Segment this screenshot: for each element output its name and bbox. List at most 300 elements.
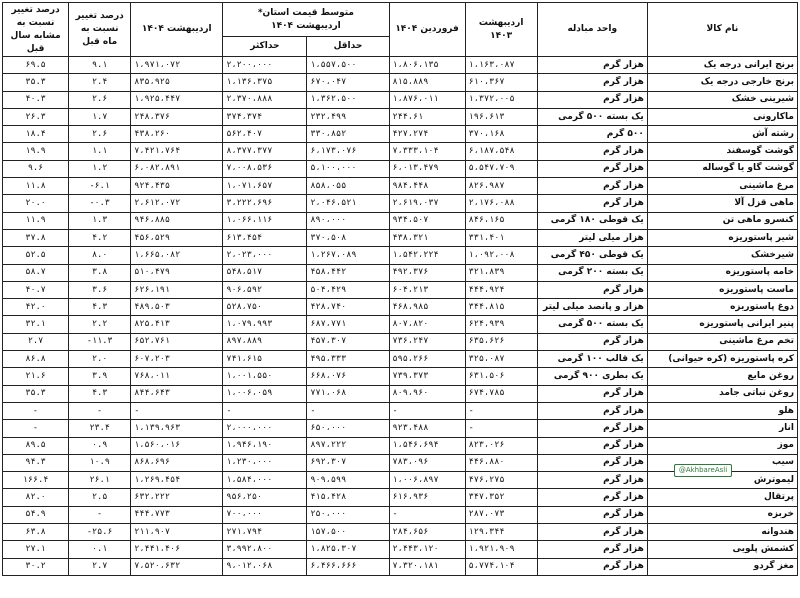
cell-price-min: ۱،۵۵۷،۵۰۰ [307, 57, 389, 74]
cell-price-farvardin-1404: ۸۰۷،۸۲۰ [389, 316, 465, 333]
cell-change-year: ۸۲.۰ [3, 489, 69, 506]
header-item-name: نام کالا [647, 3, 797, 57]
cell-price-min: ۶۹۲،۳۰۷ [307, 454, 389, 471]
header-avg-price-subtitle: اردیبهشت ۱۴۰۴ [271, 20, 341, 31]
cell-price-max: ۵۶۲،۴۰۷ [223, 126, 307, 143]
cell-price-ordibehesht-1403: ۱،۰۹۲،۰۰۸ [465, 247, 537, 264]
cell-price-farvardin-1404: ۲،۶۱۹،۰۳۷ [389, 195, 465, 212]
cell-price-ordibehesht-1404: ۷،۵۲۰،۶۳۲ [131, 558, 223, 575]
cell-change-year: ۵۸.۷ [3, 264, 69, 281]
cell-change-month: ۲۳.۴ [69, 420, 131, 437]
cell-price-max: ۱،۰۰۶،۰۵۹ [223, 385, 307, 402]
cell-unit: هزار گرم [537, 420, 647, 437]
cell-price-ordibehesht-1403: ۳۷۰،۱۶۸ [465, 126, 537, 143]
table-row [3, 437, 798, 454]
cell-price-farvardin-1404: ۴۶۸،۹۸۵ [389, 299, 465, 316]
table-row [3, 420, 798, 437]
cell-unit: هزار گرم [537, 143, 647, 160]
cell-price-max: ۲،۲۰۰،۰۰۰ [223, 57, 307, 74]
cell-unit: یک بسته ۵۰۰ گرمی [537, 316, 647, 333]
cell-price-ordibehesht-1403: ۱،۱۶۳،۰۸۷ [465, 57, 537, 74]
cell-change-month: ۲۶.۱ [69, 472, 131, 489]
header-max: حداکثر [223, 37, 307, 57]
cell-price-farvardin-1404: ۴۲۷،۲۷۴ [389, 126, 465, 143]
cell-change-month: - [69, 402, 131, 419]
cell-change-year: ۸۹.۵ [3, 437, 69, 454]
header-avg-price-group [223, 3, 389, 37]
cell-change-month: ۸.۰ [69, 247, 131, 264]
cell-price-farvardin-1404: - [389, 402, 465, 419]
cell-price-min: ۶،۴۶۶،۶۶۶ [307, 558, 389, 575]
cell-price-min: ۱،۸۲۵،۳۰۷ [307, 541, 389, 558]
cell-change-year: ۸۶.۸ [3, 351, 69, 368]
cell-price-ordibehesht-1404: ۱،۹۷۱،۰۷۲ [131, 57, 223, 74]
cell-price-max: ۵۴۸،۵۱۷ [223, 264, 307, 281]
cell-price-farvardin-1404: ۸۱۵،۸۸۹ [389, 74, 465, 91]
cell-price-farvardin-1404: ۷۳۶،۲۴۷ [389, 333, 465, 350]
cell-item-name: مرغ ماشینی [647, 178, 797, 195]
cell-price-ordibehesht-1404: ۱،۲۶۹،۴۵۴ [131, 472, 223, 489]
cell-price-min: ۴۲۸،۷۴۰ [307, 299, 389, 316]
cell-price-max: ۵۲۸،۷۵۰ [223, 299, 307, 316]
cell-price-ordibehesht-1403: ۳۴۴،۸۱۵ [465, 299, 537, 316]
cell-price-min: ۸۵۸،۰۵۵ [307, 178, 389, 195]
cell-price-min: ۵۰۴،۴۲۹ [307, 281, 389, 298]
cell-price-farvardin-1404: ۷۸۳،۰۹۶ [389, 454, 465, 471]
cell-price-min: ۶۵۰،۰۰۰ [307, 420, 389, 437]
cell-change-year: ۴۰.۷ [3, 281, 69, 298]
cell-item-name: خامه پاستوریزه [647, 264, 797, 281]
cell-item-name: انار [647, 420, 797, 437]
cell-change-year: ۹۴.۳ [3, 454, 69, 471]
cell-item-name: ماهی قزل آلا [647, 195, 797, 212]
cell-item-name: موز [647, 437, 797, 454]
cell-price-ordibehesht-1404: ۶۳۲،۲۲۲ [131, 489, 223, 506]
cell-price-min: ۵،۱۰۰،۰۰۰ [307, 160, 389, 177]
cell-price-min: ۶۶۸،۰۷۶ [307, 368, 389, 385]
cell-price-max: ۶۱۳،۴۵۴ [223, 229, 307, 246]
cell-price-max: ۹۰۶،۵۹۲ [223, 281, 307, 298]
cell-price-ordibehesht-1404: ۱،۵۶۰،۰۱۶ [131, 437, 223, 454]
cell-change-month: ۲.۶ [69, 126, 131, 143]
cell-change-month: - [69, 506, 131, 523]
cell-item-name: هلو [647, 402, 797, 419]
table-row [3, 333, 798, 350]
cell-price-farvardin-1404: ۶۰۴،۲۱۳ [389, 281, 465, 298]
cell-item-name: کنسرو ماهی تن [647, 212, 797, 229]
cell-price-max: ۱،۰۶۶،۱۱۶ [223, 212, 307, 229]
cell-price-max: ۳،۹۹۲،۸۰۰ [223, 541, 307, 558]
cell-price-ordibehesht-1403: ۱،۹۲۱،۹۰۹ [465, 541, 537, 558]
cell-change-month: ۴.۳ [69, 385, 131, 402]
cell-change-month: ۰.۹ [69, 437, 131, 454]
table-row [3, 212, 798, 229]
cell-price-max: ۳۷۴،۳۷۴ [223, 108, 307, 125]
table-row [3, 402, 798, 419]
cell-price-min: ۴۵۸،۴۴۲ [307, 264, 389, 281]
header-change-year: درصد تغییر نسبت به مشابه سال قبل [3, 3, 69, 57]
cell-price-ordibehesht-1404: ۸۶۸،۶۹۶ [131, 454, 223, 471]
cell-price-ordibehesht-1403: ۸۲۳،۰۲۶ [465, 437, 537, 454]
cell-price-farvardin-1404: ۱،۵۴۲،۲۲۴ [389, 247, 465, 264]
cell-price-max: ۱،۹۴۶،۱۹۰ [223, 437, 307, 454]
cell-change-month: ۱.۲ [69, 160, 131, 177]
cell-price-ordibehesht-1404: ۶۵۲،۷۶۱ [131, 333, 223, 350]
cell-item-name: ماکارونی [647, 108, 797, 125]
cell-unit: یک بطری ۹۰۰ گرمی [537, 368, 647, 385]
cell-price-farvardin-1404: ۴۹۲،۳۷۶ [389, 264, 465, 281]
cell-unit: یک قوطی ۴۵۰ گرمی [537, 247, 647, 264]
cell-price-ordibehesht-1403: ۲،۱۷۶،۰۸۸ [465, 195, 537, 212]
table-row [3, 229, 798, 246]
cell-price-ordibehesht-1404: ۸۴۴،۶۴۳ [131, 385, 223, 402]
cell-price-min: ۷۷۱،۰۶۸ [307, 385, 389, 402]
cell-price-min: ۴۱۵،۴۲۸ [307, 489, 389, 506]
cell-change-year: - [3, 402, 69, 419]
cell-item-name: پرتقال [647, 489, 797, 506]
header-change-month: درصد تغییر نسبت به ماه قبل [69, 3, 131, 57]
cell-price-ordibehesht-1403: ۴۷۶،۲۷۵ [465, 472, 537, 489]
cell-item-name: برنج خارجی درجه یک [647, 74, 797, 91]
cell-change-year: ۲۰.۰ [3, 195, 69, 212]
cell-item-name: کشمش پلویی [647, 541, 797, 558]
table-row [3, 368, 798, 385]
cell-price-ordibehesht-1403: ۴۴۴،۹۲۴ [465, 281, 537, 298]
cell-price-max: ۷۰۰،۰۰۰ [223, 506, 307, 523]
cell-change-year: ۴۰.۳ [3, 91, 69, 108]
cell-price-ordibehesht-1404: ۷۶۸،۰۱۱ [131, 368, 223, 385]
cell-change-month: ۱.۷ [69, 108, 131, 125]
cell-change-month: ۲.۰ [69, 351, 131, 368]
cell-price-max: ۱،۰۰۱،۵۵۰ [223, 368, 307, 385]
cell-price-min: ۳۳۰،۸۵۲ [307, 126, 389, 143]
cell-item-name: برنج ایرانی درجه یک [647, 57, 797, 74]
cell-unit: هزار گرم [537, 437, 647, 454]
cell-change-year: - [3, 420, 69, 437]
cell-price-farvardin-1404: ۹۳۴،۵۰۷ [389, 212, 465, 229]
header-ordibehesht-1404: اردیبهشت ۱۴۰۴ [131, 3, 223, 57]
cell-price-ordibehesht-1403: ۴۴۶،۸۸۰ [465, 454, 537, 471]
cell-price-farvardin-1404: ۶۱۶،۹۳۶ [389, 489, 465, 506]
cell-change-year: ۱۸.۴ [3, 126, 69, 143]
cell-price-farvardin-1404: ۲۴۴،۶۱ [389, 108, 465, 125]
cell-change-month: ۲.۷ [69, 558, 131, 575]
cell-price-ordibehesht-1404: ۴۵۶،۵۲۹ [131, 229, 223, 246]
table-row [3, 108, 798, 125]
cell-price-ordibehesht-1403: ۵،۵۴۷،۷۰۹ [465, 160, 537, 177]
cell-price-min: ۶۸۷،۷۷۱ [307, 316, 389, 333]
cell-price-min: ۴۹۵،۳۳۳ [307, 351, 389, 368]
cell-price-min: - [307, 402, 389, 419]
cell-unit: هزار گرم [537, 178, 647, 195]
cell-price-ordibehesht-1404: ۵۱۰،۴۷۹ [131, 264, 223, 281]
cell-price-max: ۳،۲۲۲،۶۹۶ [223, 195, 307, 212]
cell-price-ordibehesht-1404: ۹۴۶،۸۸۵ [131, 212, 223, 229]
table-row [3, 558, 798, 575]
cell-price-ordibehesht-1404: ۲۱۱،۹۰۷ [131, 524, 223, 541]
cell-price-min: ۹۰۹،۵۹۹ [307, 472, 389, 489]
cell-unit: هزار گرم [537, 558, 647, 575]
cell-change-year: ۱۱.۹ [3, 212, 69, 229]
table-row [3, 385, 798, 402]
table-row [3, 299, 798, 316]
cell-price-ordibehesht-1403: ۶۳۱،۵۰۶ [465, 368, 537, 385]
cell-price-farvardin-1404: - [389, 506, 465, 523]
table-row [3, 316, 798, 333]
cell-item-name: سیب [647, 454, 797, 471]
cell-price-farvardin-1404: ۹۲۳،۴۸۸ [389, 420, 465, 437]
price-table [2, 2, 798, 576]
cell-price-ordibehesht-1404: - [131, 402, 223, 419]
cell-change-month: ۲.۶ [69, 91, 131, 108]
cell-change-month: -۲۵.۶ [69, 524, 131, 541]
cell-unit: یک بسته ۲۰۰ گرمی [537, 264, 647, 281]
cell-price-max: ۹۵۶،۲۵۰ [223, 489, 307, 506]
cell-change-year: ۲۱.۶ [3, 368, 69, 385]
cell-change-month: ۲.۵ [69, 489, 131, 506]
table-row [3, 160, 798, 177]
cell-change-year: ۲۷.۱ [3, 541, 69, 558]
cell-price-ordibehesht-1403: ۱،۳۷۲،۰۰۵ [465, 91, 537, 108]
cell-item-name: روغن مایع [647, 368, 797, 385]
cell-change-month: -۱۱.۳ [69, 333, 131, 350]
cell-unit: هزار گرم [537, 506, 647, 523]
cell-price-max: ۷۴۱،۶۱۵ [223, 351, 307, 368]
cell-price-ordibehesht-1403: ۳۳۱،۴۰۱ [465, 229, 537, 246]
cell-price-farvardin-1404: ۱،۸۰۶،۱۳۵ [389, 57, 465, 74]
header-row-top [3, 3, 798, 37]
cell-price-farvardin-1404: ۱،۸۷۶،۰۱۱ [389, 91, 465, 108]
cell-price-max: ۲،۳۷۰،۸۸۸ [223, 91, 307, 108]
cell-unit: یک قالب ۱۰۰ گرمی [537, 351, 647, 368]
cell-change-year: ۳۰.۲ [3, 558, 69, 575]
cell-unit: هزار و پانصد میلی لیتر [537, 299, 647, 316]
cell-change-month: ۲.۲ [69, 316, 131, 333]
cell-price-ordibehesht-1404: ۶۰۷،۲۰۳ [131, 351, 223, 368]
cell-item-name: لیموترش [647, 472, 797, 489]
cell-change-year: ۱۶۶.۴ [3, 472, 69, 489]
table-row [3, 541, 798, 558]
cell-price-ordibehesht-1404: ۹۲۴،۴۳۵ [131, 178, 223, 195]
cell-item-name: دوغ پاستوریزه [647, 299, 797, 316]
cell-price-ordibehesht-1404: ۲،۴۴۱،۴۰۶ [131, 541, 223, 558]
cell-change-year: ۵۲.۵ [3, 247, 69, 264]
cell-price-max: ۱،۰۷۱،۶۵۷ [223, 178, 307, 195]
cell-price-ordibehesht-1404: ۷،۴۲۱،۷۶۴ [131, 143, 223, 160]
cell-price-min: ۸۹۷،۲۲۲ [307, 437, 389, 454]
cell-unit: هزار گرم [537, 524, 647, 541]
cell-change-month: -۶.۱ [69, 178, 131, 195]
cell-price-ordibehesht-1403: ۶۲۴،۹۳۹ [465, 316, 537, 333]
cell-price-ordibehesht-1404: ۸۳۵،۹۲۵ [131, 74, 223, 91]
cell-change-year: ۵۴.۹ [3, 506, 69, 523]
cell-change-year: ۶۹.۵ [3, 57, 69, 74]
cell-change-month: ۳.۹ [69, 368, 131, 385]
cell-item-name: شیر پاستوریزه [647, 229, 797, 246]
cell-price-min: ۱،۲۶۷،۰۸۹ [307, 247, 389, 264]
table-row [3, 178, 798, 195]
table-row [3, 74, 798, 91]
table-row [3, 506, 798, 523]
cell-change-year: ۳۲.۱ [3, 316, 69, 333]
cell-price-min: ۲،۰۴۶،۵۲۱ [307, 195, 389, 212]
cell-price-farvardin-1404: ۸۰۹،۹۶۰ [389, 385, 465, 402]
cell-price-max: ۸،۳۷۷،۳۷۷ [223, 143, 307, 160]
cell-price-max: ۱،۵۸۴،۰۰۰ [223, 472, 307, 489]
cell-price-max: ۹،۰۱۲،۰۶۸ [223, 558, 307, 575]
cell-unit: ۵۰۰ گرم [537, 126, 647, 143]
cell-price-ordibehesht-1403: - [465, 420, 537, 437]
cell-price-ordibehesht-1404: ۱،۹۲۵،۴۴۷ [131, 91, 223, 108]
header-avg-price-title: متوسط قیمت استان* [257, 7, 354, 18]
cell-price-farvardin-1404: ۴۳۸،۳۲۱ [389, 229, 465, 246]
table-row [3, 281, 798, 298]
cell-price-max: ۲،۰۰۰،۰۰۰ [223, 420, 307, 437]
header-ordibehesht-1403: اردیبهشت ۱۴۰۳ [465, 3, 537, 57]
cell-unit: یک قوطی ۱۸۰ گرمی [537, 212, 647, 229]
cell-unit: هزار گرم [537, 541, 647, 558]
cell-item-name: شیرخشک [647, 247, 797, 264]
cell-price-max: ۷،۰۰۸،۵۳۶ [223, 160, 307, 177]
cell-item-name: روغن نباتی جامد [647, 385, 797, 402]
table-row [3, 524, 798, 541]
cell-price-ordibehesht-1403: ۵،۷۷۴،۱۰۴ [465, 558, 537, 575]
cell-change-year: ۳۵.۳ [3, 74, 69, 91]
table-row [3, 195, 798, 212]
cell-unit: هزار گرم [537, 333, 647, 350]
cell-price-ordibehesht-1404: ۴۴۴،۷۷۳ [131, 506, 223, 523]
cell-price-farvardin-1404: ۵۹۵،۲۶۶ [389, 351, 465, 368]
cell-price-min: ۳۷۰،۵۰۸ [307, 229, 389, 246]
cell-change-year: ۶۳.۸ [3, 524, 69, 541]
cell-unit: هزار گرم [537, 160, 647, 177]
cell-price-ordibehesht-1403: ۸۴۶،۱۶۵ [465, 212, 537, 229]
cell-price-ordibehesht-1404: ۲۴۸،۳۷۶ [131, 108, 223, 125]
cell-change-year: ۱۱.۸ [3, 178, 69, 195]
cell-unit: یک بسته ۵۰۰ گرمی [537, 108, 647, 125]
cell-unit: هزار گرم [537, 472, 647, 489]
cell-change-year: ۳۷.۸ [3, 229, 69, 246]
cell-unit: هزار گرم [537, 454, 647, 471]
cell-unit: هزار گرم [537, 489, 647, 506]
cell-unit: هزار گرم [537, 281, 647, 298]
cell-price-min: ۱۵۷،۵۰۰ [307, 524, 389, 541]
table-row [3, 351, 798, 368]
cell-change-year: ۳۵.۳ [3, 385, 69, 402]
header-farvardin-1404: فروردین ۱۴۰۴ [389, 3, 465, 57]
cell-price-min: ۱،۳۶۲،۵۰۰ [307, 91, 389, 108]
cell-unit: هزار گرم [537, 57, 647, 74]
cell-price-max: ۱،۱۳۶،۳۷۵ [223, 74, 307, 91]
table-row [3, 91, 798, 108]
cell-item-name: شیرینی خشک [647, 91, 797, 108]
cell-price-ordibehesht-1404: ۶،۰۸۲،۸۹۱ [131, 160, 223, 177]
cell-change-month: ۳.۸ [69, 264, 131, 281]
cell-change-month: ۹.۱ [69, 57, 131, 74]
cell-change-month: -۰.۳ [69, 195, 131, 212]
cell-price-farvardin-1404: ۷۳۹،۳۷۳ [389, 368, 465, 385]
cell-price-max: ۱،۰۷۹،۹۹۳ [223, 316, 307, 333]
cell-price-ordibehesht-1404: ۴۸۹،۵۰۳ [131, 299, 223, 316]
cell-change-month: ۱.۳ [69, 212, 131, 229]
cell-item-name: گوشت گوسفند [647, 143, 797, 160]
cell-price-ordibehesht-1403: ۶،۱۸۷،۵۴۸ [465, 143, 537, 160]
table-row [3, 126, 798, 143]
cell-change-month: ۱.۱ [69, 143, 131, 160]
cell-price-farvardin-1404: ۶،۰۱۳،۴۷۹ [389, 160, 465, 177]
cell-change-month: ۱۰.۹ [69, 454, 131, 471]
cell-price-ordibehesht-1403: ۶۱۰،۳۶۷ [465, 74, 537, 91]
price-table-body [3, 57, 798, 576]
cell-price-ordibehesht-1403: ۲۸۷،۰۷۳ [465, 506, 537, 523]
cell-change-year: ۴۲.۰ [3, 299, 69, 316]
cell-unit: هزار گرم [537, 195, 647, 212]
cell-price-ordibehesht-1404: ۲،۶۱۲،۰۷۲ [131, 195, 223, 212]
table-row [3, 247, 798, 264]
cell-unit: هزار گرم [537, 385, 647, 402]
table-row [3, 489, 798, 506]
cell-price-max: ۲۷۱،۷۹۴ [223, 524, 307, 541]
cell-item-name: پنیر ایرانی پاستوریزه [647, 316, 797, 333]
cell-change-month: ۴.۲ [69, 229, 131, 246]
cell-item-name: تخم مرغ ماشینی [647, 333, 797, 350]
cell-price-ordibehesht-1403: ۸۲۶،۹۸۷ [465, 178, 537, 195]
cell-price-ordibehesht-1404: ۴۳۸،۲۶۰ [131, 126, 223, 143]
cell-unit: هزار گرم [537, 91, 647, 108]
cell-change-month: ۲.۴ [69, 74, 131, 91]
cell-change-month: ۴.۳ [69, 299, 131, 316]
cell-price-min: ۶،۱۷۳،۰۷۶ [307, 143, 389, 160]
cell-change-year: ۹.۶ [3, 160, 69, 177]
cell-price-ordibehesht-1403: ۶۷۴،۷۸۵ [465, 385, 537, 402]
cell-price-farvardin-1404: ۱،۵۴۶،۶۹۴ [389, 437, 465, 454]
table-row [3, 143, 798, 160]
cell-price-min: ۶۷۰،۰۴۷ [307, 74, 389, 91]
cell-price-ordibehesht-1403: ۳۴۷،۳۵۲ [465, 489, 537, 506]
cell-price-ordibehesht-1403: ۱۲۹،۳۴۴ [465, 524, 537, 541]
cell-price-min: ۸۹۰،۰۰۰ [307, 212, 389, 229]
cell-change-month: ۰.۱ [69, 541, 131, 558]
cell-item-name: رشته آش [647, 126, 797, 143]
cell-price-ordibehesht-1403: ۳۲۵،۰۸۷ [465, 351, 537, 368]
watermark-logo: @AkhbareAsli [674, 464, 732, 477]
cell-unit: هزار میلی لیتر [537, 229, 647, 246]
cell-price-ordibehesht-1404: ۱،۶۶۵،۰۸۲ [131, 247, 223, 264]
table-row [3, 264, 798, 281]
cell-unit: هزار گرم [537, 402, 647, 419]
cell-change-month: ۳.۶ [69, 281, 131, 298]
cell-change-year: ۲.۷ [3, 333, 69, 350]
cell-unit: هزار گرم [537, 74, 647, 91]
cell-price-min: ۲۳۲،۴۹۹ [307, 108, 389, 125]
cell-price-farvardin-1404: ۷،۳۲۰،۱۸۱ [389, 558, 465, 575]
cell-price-max: ۸۹۷،۸۸۹ [223, 333, 307, 350]
cell-item-name: گوشت گاو یا گوساله [647, 160, 797, 177]
table-row [3, 57, 798, 74]
cell-price-farvardin-1404: ۷،۳۳۳،۱۰۴ [389, 143, 465, 160]
cell-item-name: خربزه [647, 506, 797, 523]
cell-price-ordibehesht-1403: ۶۳۵،۶۲۶ [465, 333, 537, 350]
cell-price-ordibehesht-1404: ۶۲۶،۱۹۱ [131, 281, 223, 298]
cell-item-name: مغز گردو [647, 558, 797, 575]
cell-price-farvardin-1404: ۹۸۴،۴۴۸ [389, 178, 465, 195]
header-min: حداقل [307, 37, 389, 57]
cell-price-ordibehesht-1403: - [465, 402, 537, 419]
cell-price-ordibehesht-1403: ۱۹۶،۶۱۳ [465, 108, 537, 125]
cell-price-max: - [223, 402, 307, 419]
cell-price-min: ۲۵۰،۰۰۰ [307, 506, 389, 523]
cell-price-farvardin-1404: ۲،۴۴۳،۱۲۰ [389, 541, 465, 558]
